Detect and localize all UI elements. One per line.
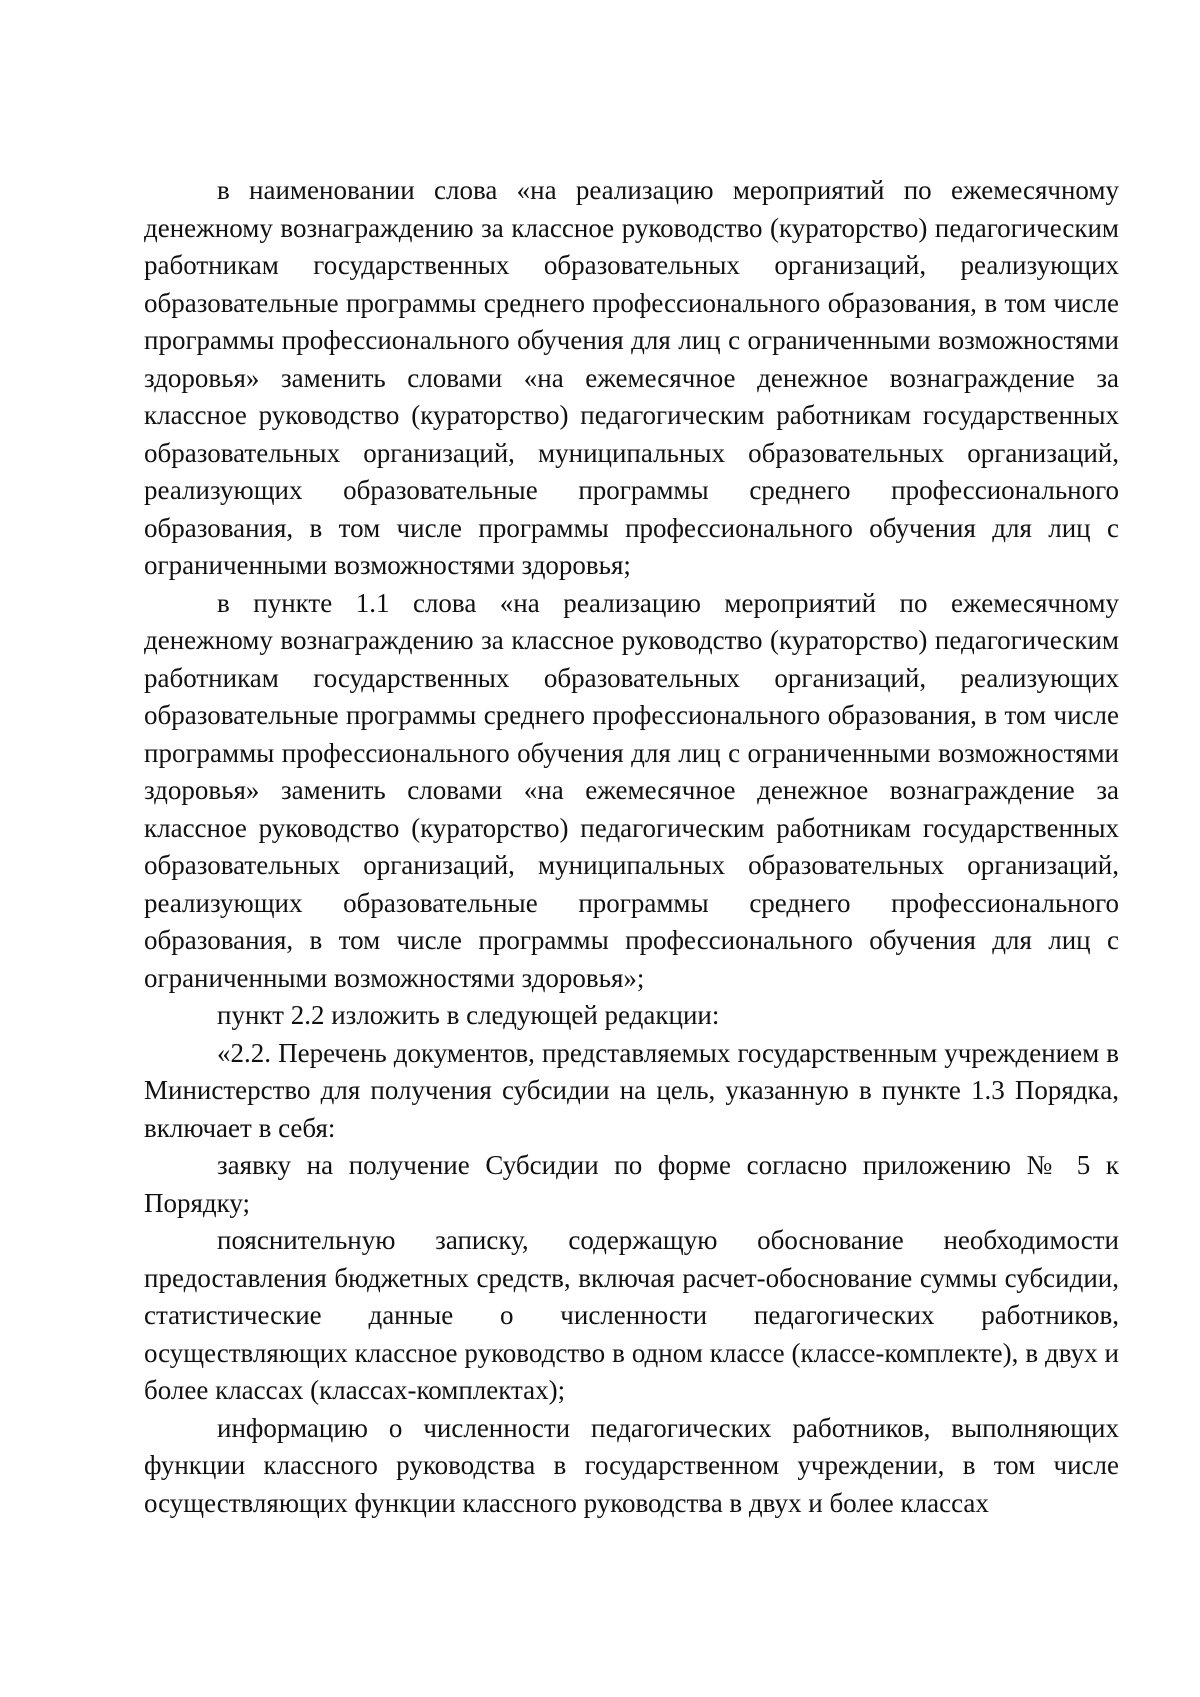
- paragraph-point-1-1: в пункте 1.1 слова «на реализацию мероприятий по ежемесячному денежному вознаграждению за классное руководство (кураторство) педагогическим работникам государственных образовательных организаций, реализующих образовательные программы среднего профессионального образования, в том числе программы профессионального обучения для лиц с ограниченными возможностями здоровья» заменить словами «на ежемесячное денежное вознаграждение за классное руководство (кураторство) педагогическим работникам государственных образовательных организаций, муниципальных образовательных организаций, реализующих образовательные программы среднего профессионального образования, в том числе программы профессионального обучения для лиц с ограниченными возможностями здоровья»;: [144, 587, 1119, 993]
- paragraph-application: заявку на получение Субсидии по форме согласно приложению № 5 к Порядку;: [144, 1150, 1119, 1218]
- paragraph-explanatory-note: пояснительную записку, содержащую обоснование необходимости предоставления бюджетных средств, включая расчет-обоснование суммы субсидии, статистические данные о численности педагогических работников, осуществляющих классное руководство в одном классе (классе-комплекте), в двух и более классах (классах-комплектах);: [144, 1225, 1119, 1405]
- paragraph-title-amendment: в наименовании слова «на реализацию мероприятий по ежемесячному денежному вознаграждению за классное руководство (кураторство) педагогическим работникам государственных образовательных организаций, реализующих образовательные программы среднего профессионального образования, в том числе программы профессионального обучения для лиц с ограниченными возможностями здоровья» заменить словами «на ежемесячное денежное вознаграждение за классное руководство (кураторство) педагогическим работникам государственных образовательных организаций, муниципальных образовательных организаций, реализующих образовательные программы среднего профессионального образования, в том числе программы профессионального обучения для лиц с ограниченными возможностями здоровья;: [144, 175, 1119, 580]
- document-body: [144, 172, 1119, 1522]
- paragraph-point-2-2-intro: пункт 2.2 изложить в следующей редакции:: [217, 1000, 720, 1030]
- paragraph-staff-information: информацию о численности педагогических работников, выполняющих функции классного руководства в государственном учреждении, в том числе осуществляющих функции классного руководства в двух и более классах: [144, 1412, 1119, 1518]
- paragraph-point-2-2-text: «2.2. Перечень документов, представляемых государственным учреждением в Министерство для получения субсидии на цель, указанную в пункте 1.3 Порядка, включает в себя:: [144, 1037, 1119, 1143]
